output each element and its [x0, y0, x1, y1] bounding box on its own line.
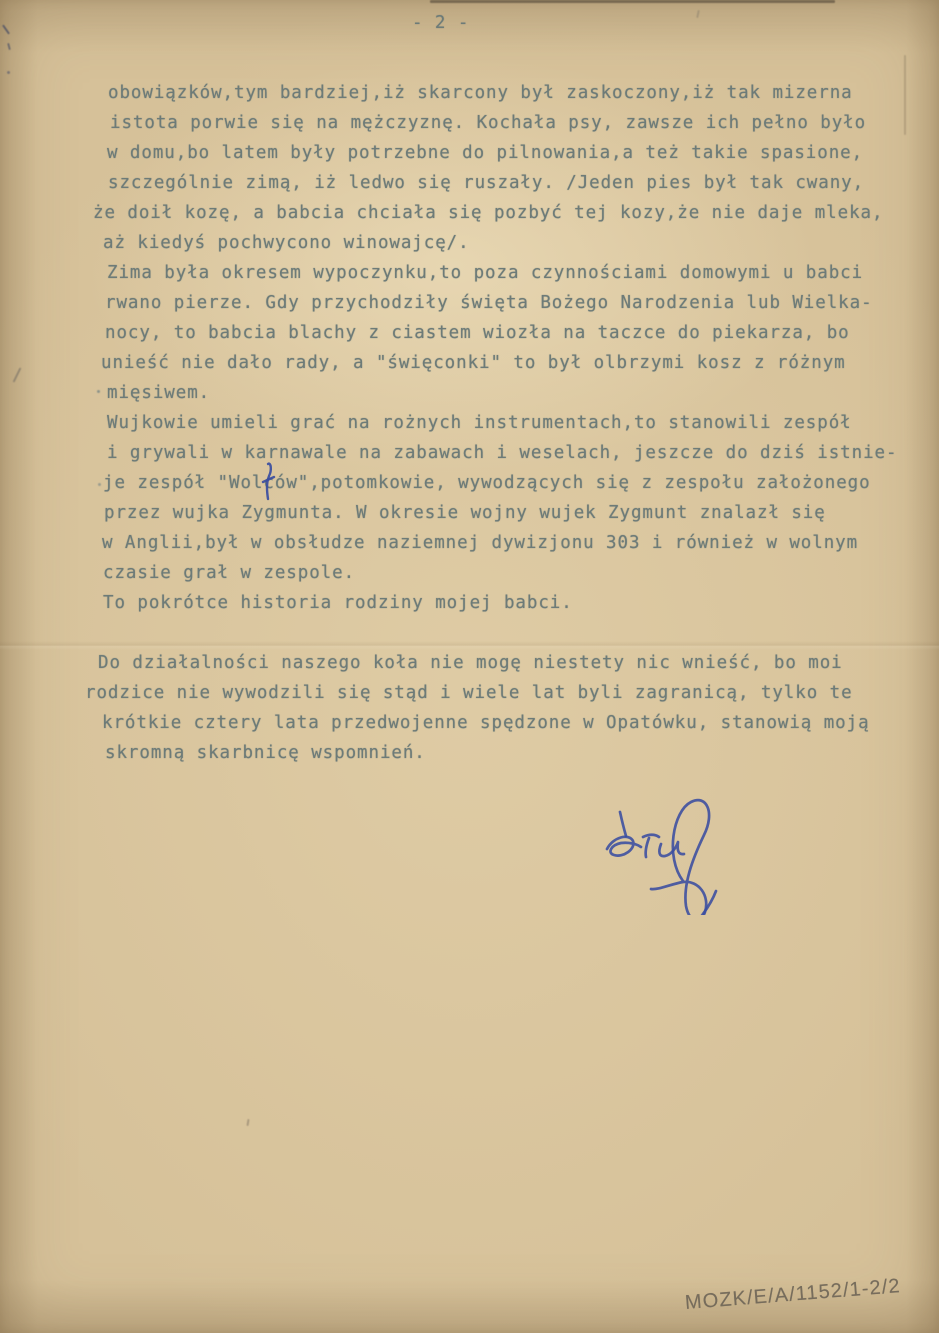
typed-line: w domu,bo latem były potrzebne do pilnowania,a też takie spasione,: [107, 143, 864, 163]
typed-line: Zima była okresem wypoczynku,to poza czynnościami domowymi u babci: [107, 263, 864, 283]
stray-mark: [430, 0, 835, 3]
typed-line: że doił kozę, a babcia chciała się pozbyć tej kozy,że nie daje mleka,: [93, 203, 884, 223]
stray-mark: [7, 43, 11, 50]
typed-line: je zespół "Wolc ów",potomkowie, wywodzących się z zespołu założonego: [103, 468, 939, 498]
typed-line: w Anglii,był w obsłudze naziemnej dywizjonu 303 i również w wolnym: [102, 533, 859, 553]
ink-corrected-character: c: [263, 468, 274, 498]
typed-line: [0, 618, 939, 648]
typed-line: aż kiedyś pochwycono winowajcę/.: [103, 233, 470, 253]
typed-text-block: [0, 78, 939, 768]
stray-mark: [696, 10, 700, 18]
typed-line: istota porwie się na mężczyznę. Kochała psy, zawsze ich pełno było: [110, 113, 867, 133]
typed-line: przez wujka Zygmunta. W okresie wojny wujek Zygmunt znalazł się: [104, 503, 826, 523]
handwritten-signature-ink: [595, 785, 755, 915]
typed-line: Wujkowie umieli grać na rożnych instrumentach,to stanowili zespół: [107, 413, 852, 433]
typed-line: skromną skarbnicę wspomnień.: [105, 743, 426, 763]
typed-line: i grywali w karnawale na zabawach i weselach, jeszcze do dziś istnie-: [107, 443, 898, 463]
typed-line: unieść nie dało rady, a "święconki" to był olbrzymi kosz z różnym: [101, 353, 846, 373]
typed-line: Do działalności naszego koła nie mogę niestety nic wnieść, bo moi: [98, 653, 843, 673]
typed-line: rodzice nie wywodzili się stąd i wiele lat byli zagranicą, tylko te: [85, 683, 853, 703]
typed-line: czasie grał w zespole.: [103, 563, 356, 583]
pen-correction-stroke: [261, 461, 276, 501]
typed-line: mięsiwem.: [107, 383, 211, 403]
typed-line: rwano pierze. Gdy przychodziły święta Bożego Narodzenia lub Wielka-: [105, 293, 873, 313]
archival-reference-code: MOZK/E/A/1152/1-2/2: [684, 1275, 902, 1315]
typed-line: To pokrótce historia rodziny mojej babci.: [103, 593, 573, 613]
stray-mark: [246, 1119, 249, 1126]
typed-line: krótkie cztery lata przedwojenne spędzone w Opatówku, stanowią moją: [102, 713, 870, 733]
stray-mark: [904, 55, 906, 135]
typed-line: obowiązków,tym bardziej,iż skarcony był zaskoczony,iż tak mizerna: [108, 83, 853, 103]
typed-line: szczególnie zimą, iż ledwo się ruszały. /Jeden pies był tak cwany,: [108, 173, 865, 193]
stray-mark: [7, 71, 10, 74]
typed-line: nocy, to babcia blachy z ciastem wiozła na taczce do piekarza, bo: [105, 323, 850, 343]
stray-mark: [98, 483, 101, 486]
stray-mark: [97, 390, 100, 393]
stray-mark: [2, 24, 10, 34]
page-number: - 2 -: [412, 13, 470, 33]
